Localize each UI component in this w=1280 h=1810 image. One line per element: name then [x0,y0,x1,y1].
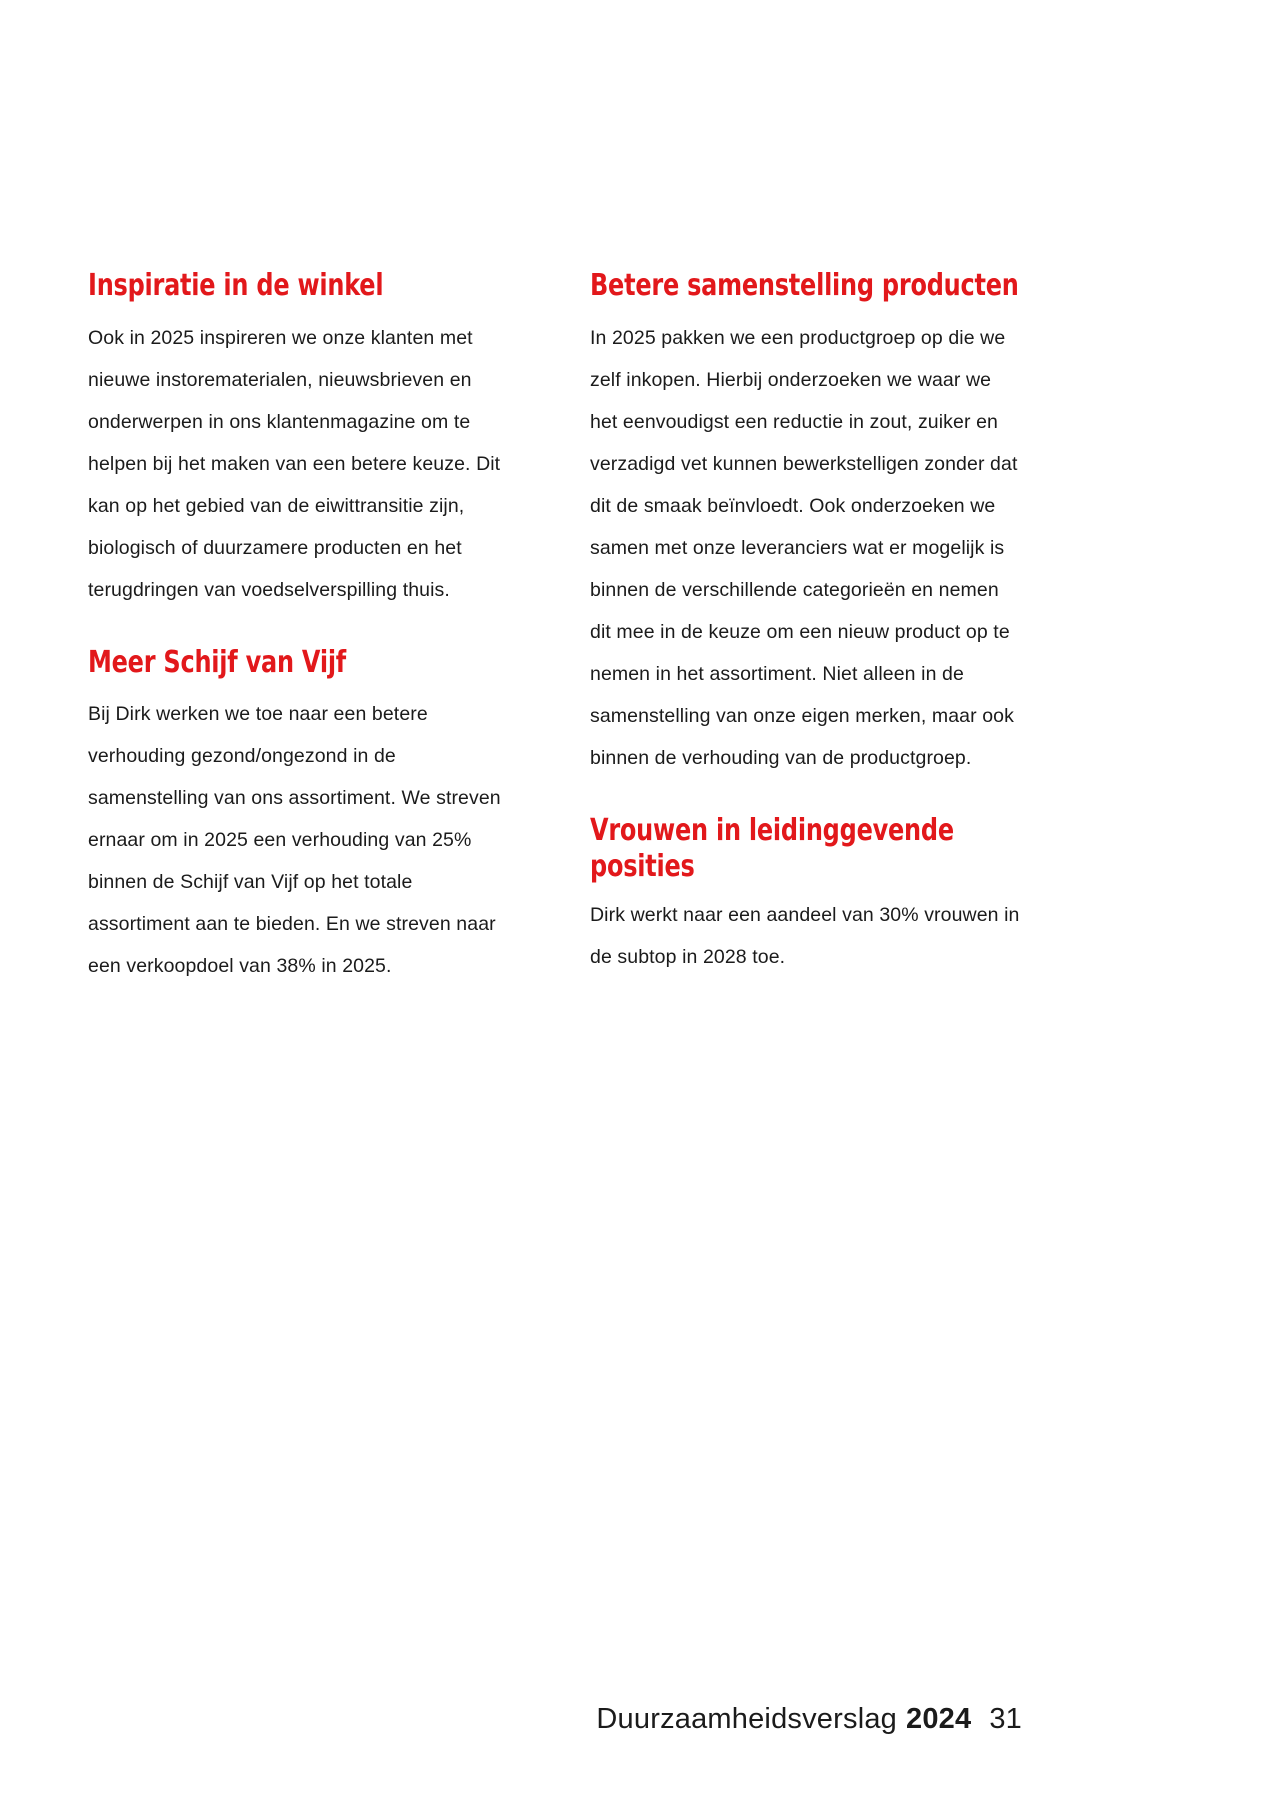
section-betere-samenstelling-producten [590,268,1022,779]
section-meer-schijf-van-vijf [88,645,516,986]
heading-meer-schijf-van-vijf: Meer Schijf van Vijf [88,645,347,681]
page-footer [596,1703,1022,1736]
footer-page-number: 31 [989,1703,1022,1735]
paragraph-meer-schijf-van-vijf: Bij Dirk werken we toe naar een betere verhouding gezond/ongezond in de samenstelling van ons assortiment. We streven ernaar om in 2025 een verhouding van 25% binnen de Schijf van Vijf op het totale assortiment aan te bieden. En we streven naar een verkoopdoel van 38% in 2025. [88,702,501,977]
heading-vrouwen-in-leidinggevende-posities: Vrouwen in leidinggevende posities [590,813,954,884]
left-column [88,268,516,987]
heading-inspiratie-in-de-winkel: Inspiratie in de winkel [88,268,384,303]
paragraph-betere-samenstelling-producten: In 2025 pakken we een productgroep op die we zelf inkopen. Hierbij onderzoeken we waar we het eenvoudigst een reductie in zout, zuiker en verzadigd vet kunnen bewerkstelligen zonder dat dit de smaak beïnvloedt. Ook onderzoeken we samen met onze leveranciers wat er mogelijk is binnen de verschillende categorieën en nemen dit mee in de keuze om een nieuw product op te nemen in het assortiment. Niet alleen in de samenstelling van onze eigen merken, maar ook binnen de verhouding van de productgroep. [590,327,1018,770]
two-column-content [88,268,1022,987]
paragraph-inspiratie-in-de-winkel: Ook in 2025 inspireren we onze klanten met nieuwe instorematerialen, nieuwsbrieven en onderwerpen in ons klantenmagazine om te helpen bij het maken van een betere keuze. Dit kan op het gebied van de eiwittransitie zijn, biologisch of duurzamere producten en het terugdringen van voedselverspilling thuis. [88,327,501,602]
section-inspiratie-in-de-winkel [88,268,516,611]
right-column [590,268,1022,978]
footer-report-title: Duurzaamheidsverslag [596,1703,897,1735]
paragraph-vrouwen-in-leidinggevende-posities: Dirk werkt naar een aandeel van 30% vrouwen in de subtop in 2028 toe. [590,904,1020,969]
footer-report-year: 2024 [906,1703,972,1735]
section-vrouwen-in-leidinggevende-posities [590,813,1022,978]
heading-betere-samenstelling-producten: Betere samenstelling producten [590,268,1019,303]
